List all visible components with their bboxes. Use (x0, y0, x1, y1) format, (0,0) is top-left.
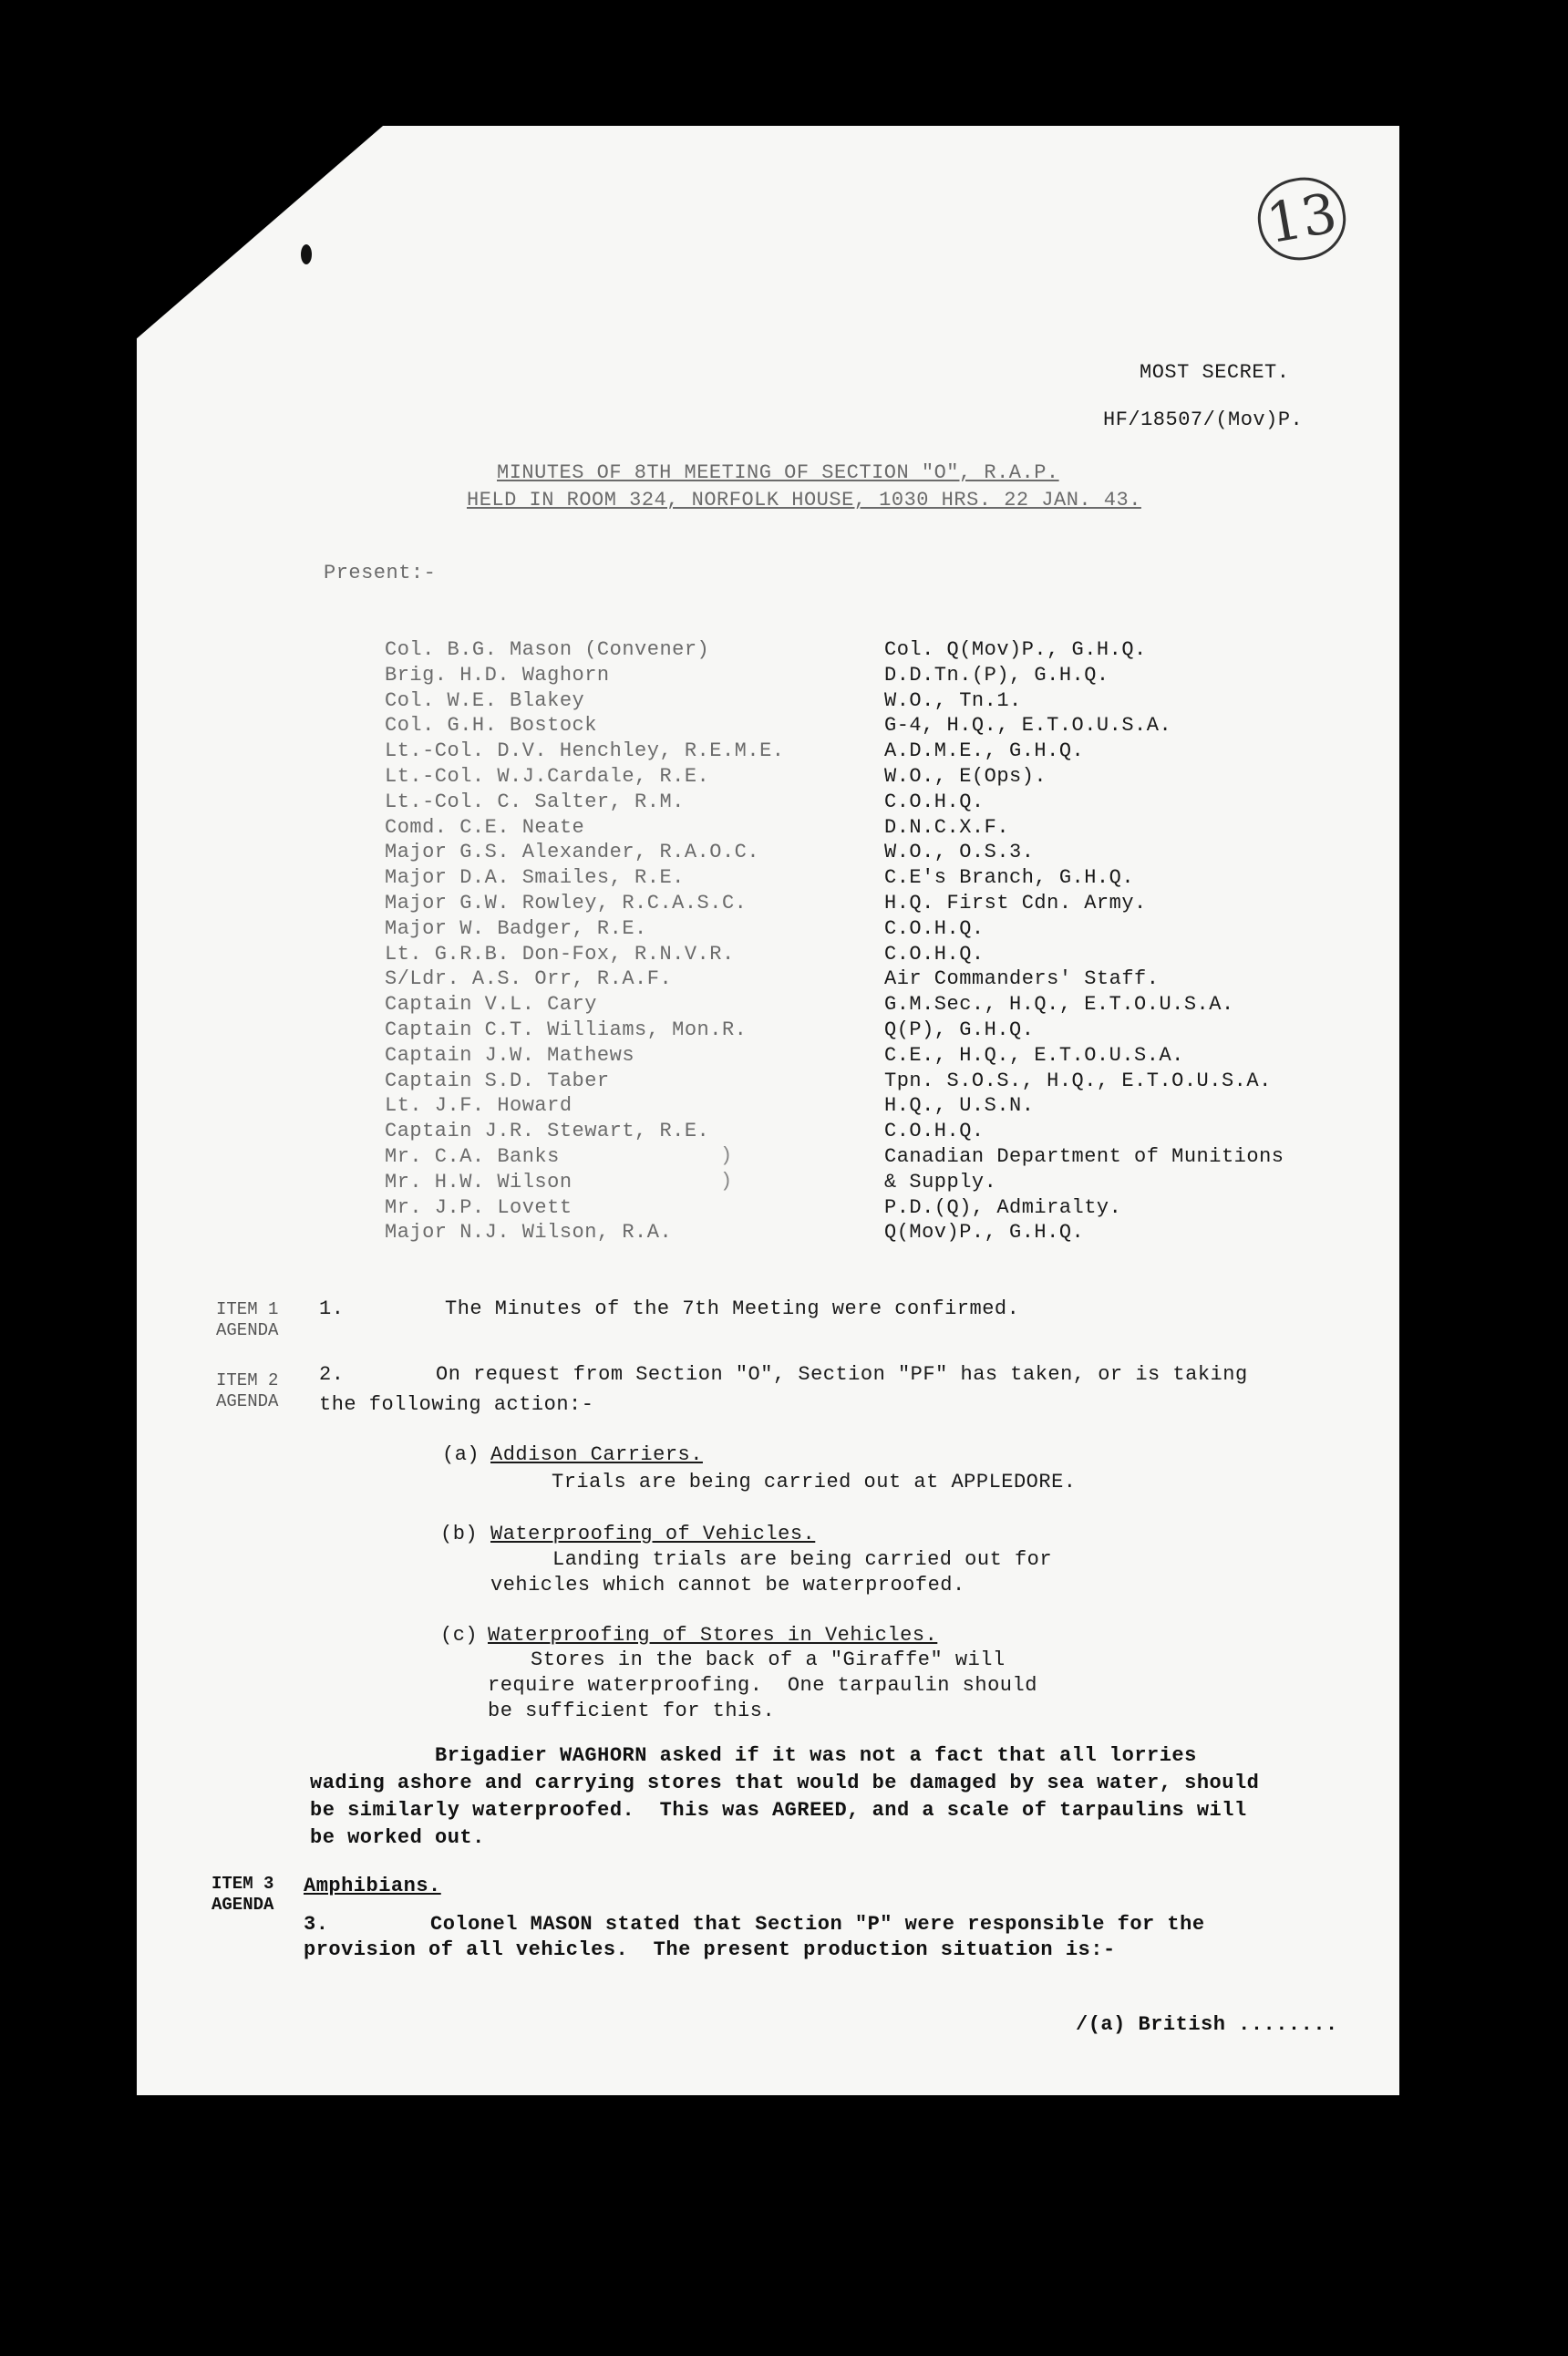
attendee-unit: C.O.H.Q. (884, 943, 985, 966)
bracket: ) (720, 1170, 733, 1193)
item-2b-text-2: vehicles which cannot be waterproofed. (490, 1574, 965, 1596)
attendee-name: Captain C.T. Williams, Mon.R. (385, 1018, 748, 1041)
item-2c-text-1: Stores in the back of a "Giraffe" will (531, 1648, 1006, 1671)
attendee-name: Comd. C.E. Neate (385, 816, 585, 839)
item-1-number: 1. (319, 1297, 345, 1320)
item-2-number: 2. (319, 1363, 345, 1386)
attendee-unit: C.E., H.Q., E.T.O.U.S.A. (884, 1044, 1184, 1067)
item-2a-text: Trials are being carried out at APPLEDORE. (552, 1471, 1077, 1493)
item-3-text-line-2: provision of all vehicles. The present production situation is:- (304, 1938, 1116, 1961)
attendee-name: Col. B.G. Mason (Convener) (385, 638, 710, 661)
attendee-name: Mr. C.A. Banks (385, 1145, 560, 1168)
item-2-paragraph-line-1: Brigadier WAGHORN asked if it was not a fact that all lorries (435, 1744, 1197, 1767)
attendee-unit: W.O., E(Ops). (884, 765, 1047, 788)
attendee-unit: Canadian Department of Munitions (884, 1145, 1284, 1168)
attendee-unit: Q(P), G.H.Q. (884, 1018, 1035, 1041)
attendee-name: Major W. Badger, R.E. (385, 917, 647, 940)
item-2c-heading: Waterproofing of Stores in Vehicles. (488, 1624, 938, 1647)
title-line-1: MINUTES OF 8TH MEETING OF SECTION "O", R.A.P. (497, 461, 1059, 484)
item-2-text-line-2: the following action:- (319, 1393, 594, 1416)
item-2-paragraph-line-3: be similarly waterproofed. This was AGREED, and a scale of tarpaulins will (310, 1799, 1247, 1822)
attendee-unit: C.O.H.Q. (884, 1120, 985, 1142)
attendee-name: S/Ldr. A.S. Orr, R.A.F. (385, 967, 673, 990)
attendee-name: Mr. J.P. Lovett (385, 1196, 573, 1219)
classification: MOST SECRET. (1140, 361, 1290, 384)
bracket: ) (720, 1144, 733, 1167)
attendee-unit: G-4, H.Q., E.T.O.U.S.A. (884, 714, 1172, 737)
attendee-unit: Air Commanders' Staff. (884, 967, 1160, 990)
item-2a-marker: (a) (442, 1443, 480, 1466)
attendee-name: Col. W.E. Blakey (385, 689, 585, 712)
item-1-text: The Minutes of the 7th Meeting were confirmed. (445, 1297, 1020, 1320)
attendee-unit: W.O., O.S.3. (884, 841, 1035, 863)
item-2b-heading: Waterproofing of Vehicles. (490, 1523, 816, 1545)
item-3-text-line-1: Colonel MASON stated that Section "P" were responsible for the (430, 1913, 1205, 1936)
item-2-text-line-1: On request from Section "O", Section "PF" has taken, or is taking (436, 1363, 1248, 1386)
attendee-name: Major G.S. Alexander, R.A.O.C. (385, 841, 760, 863)
item-2-paragraph-line-4: be worked out. (310, 1826, 485, 1849)
attendee-name: Captain S.D. Taber (385, 1070, 610, 1092)
attendee-name: Lt. G.R.B. Don-Fox, R.N.V.R. (385, 943, 735, 966)
title-line-2: HELD IN ROOM 324, NORFOLK HOUSE, 1030 HRS. 22 JAN. 43. (467, 489, 1141, 512)
attendee-name: Col. G.H. Bostock (385, 714, 597, 737)
item-2-paragraph-line-2: wading ashore and carrying stores that would be damaged by sea water, should (310, 1772, 1260, 1794)
attendee-name: Lt.-Col. C. Salter, R.M. (385, 790, 685, 813)
attendee-name: Mr. H.W. Wilson (385, 1171, 573, 1194)
attendee-unit: Tpn. S.O.S., H.Q., E.T.O.U.S.A. (884, 1070, 1272, 1092)
item-2a-heading: Addison Carriers. (490, 1443, 703, 1466)
attendee-unit: C.O.H.Q. (884, 917, 985, 940)
attendee-unit: Col. Q(Mov)P., G.H.Q. (884, 638, 1147, 661)
item-2c-text-3: be sufficient for this. (488, 1700, 776, 1722)
item-3-heading: Amphibians. (304, 1875, 441, 1897)
attendee-unit: C.E's Branch, G.H.Q. (884, 866, 1135, 889)
reference-number: HF/18507/(Mov)P. (1103, 408, 1304, 431)
attendee-unit: P.D.(Q), Admiralty. (884, 1196, 1122, 1219)
item-2c-text-2: require waterproofing. One tarpaulin should (488, 1674, 1037, 1697)
item-1-margin-label: ITEM 1 AGENDA (216, 1299, 279, 1340)
page-number-circled: 13 (1252, 170, 1352, 266)
ink-mark (301, 244, 312, 264)
attendee-unit: D.D.Tn.(P), G.H.Q. (884, 664, 1109, 687)
attendee-name: Major G.W. Rowley, R.C.A.S.C. (385, 892, 748, 914)
continuation-note: /(a) British ........ (1076, 2013, 1338, 2036)
attendee-name: Lt.-Col. W.J.Cardale, R.E. (385, 765, 710, 788)
attendee-unit: G.M.Sec., H.Q., E.T.O.U.S.A. (884, 993, 1234, 1016)
attendee-unit: W.O., Tn.1. (884, 689, 1022, 712)
attendee-unit: & Supply. (884, 1171, 997, 1194)
item-2b-text-1: Landing trials are being carried out for (552, 1548, 1053, 1571)
item-2c-marker: (c) (440, 1624, 479, 1647)
item-3-number: 3. (304, 1913, 329, 1936)
attendee-name: Captain J.W. Mathews (385, 1044, 635, 1067)
item-3-margin-label: ITEM 3 AGENDA (211, 1874, 274, 1915)
attendee-name: Captain J.R. Stewart, R.E. (385, 1120, 710, 1142)
item-2-margin-label: ITEM 2 AGENDA (216, 1370, 279, 1411)
attendee-unit: A.D.M.E., G.H.Q. (884, 739, 1085, 762)
attendee-unit: H.Q., U.S.N. (884, 1094, 1035, 1117)
attendee-unit: C.O.H.Q. (884, 790, 985, 813)
attendee-name: Major D.A. Smailes, R.E. (385, 866, 685, 889)
item-2b-marker: (b) (440, 1523, 479, 1545)
attendee-name: Brig. H.D. Waghorn (385, 664, 610, 687)
attendee-name: Lt. J.F. Howard (385, 1094, 573, 1117)
attendee-name: Major N.J. Wilson, R.A. (385, 1221, 673, 1244)
attendee-name: Captain V.L. Cary (385, 993, 597, 1016)
attendee-unit: D.N.C.X.F. (884, 816, 1010, 839)
attendee-name: Lt.-Col. D.V. Henchley, R.E.M.E. (385, 739, 785, 762)
attendee-unit: Q(Mov)P., G.H.Q. (884, 1221, 1085, 1244)
attendee-unit: H.Q. First Cdn. Army. (884, 892, 1147, 914)
present-label: Present:- (324, 562, 437, 584)
